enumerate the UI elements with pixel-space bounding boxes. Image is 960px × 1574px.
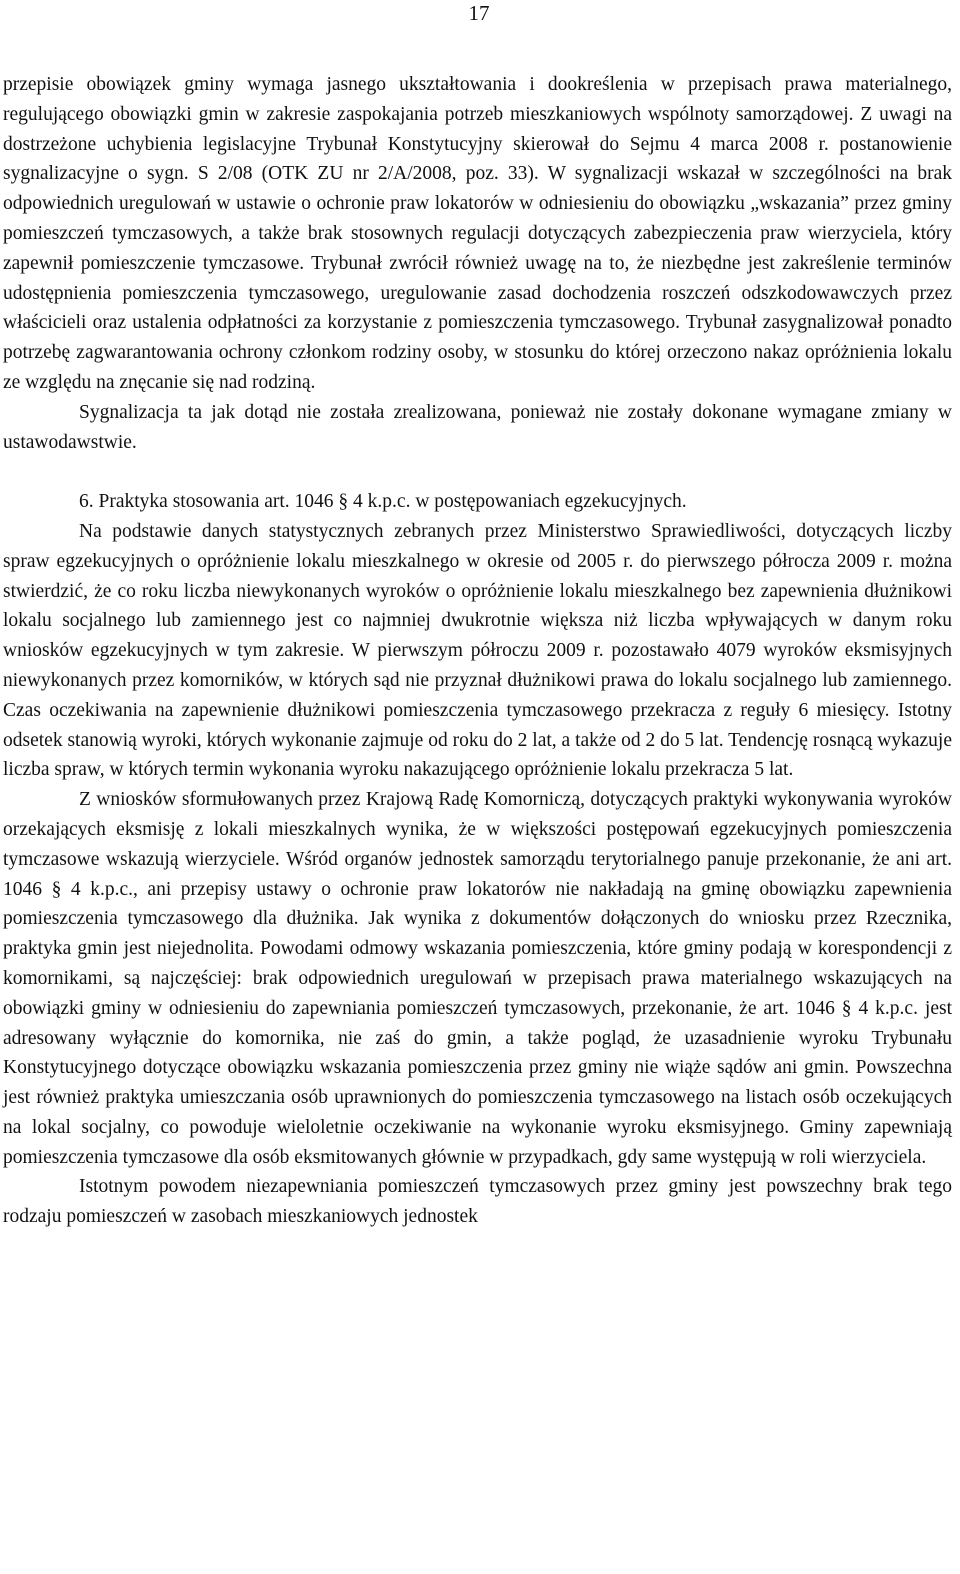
paragraph-bailiffs-council: Z wniosków sformułowanych przez Krajową Radę Komorniczą, dotyczących praktyki wykonywania wyroków orzekających eksmisję z lokali mieszkalnych wynika, że w większości postępowań egzekucyjnych pomieszczenia tymczasowe wskazują wierzyciele. Wśród organów jednostek samorządu terytorialnego panuje przekonanie, że ani art. 1046 § 4 k.p.c., ani przepisy ustawy o ochronie praw lokatorów nie nakładają na gminę obowiązku zapewnienia pomieszczenia tymczasowego dla dłużnika. Jak wynika z dokumentów dołączonych do wniosku przez Rzecznika, praktyka gmin jest niejednolita. Powodami odmowy wskazania pomieszczenia, które gminy podają w korespondencji z komornikami, są najczęściej: brak odpowiednich uregulowań w przepisach prawa materialnego wskazujących na obowiązki gminy w odniesieniu do zapewniania pomieszczeń tymczasowych, przekonanie, że art. 1046 § 4 k.p.c. jest adresowany wyłącznie do komornika, nie zaś do gmin, a także pogląd, że uzasadnienie wyroku Trybunału Konstytucyjnego dotyczące obowiązku wskazania pomieszczenia przez gminy nie wiąże sądów ani gmin. Powszechna jest również praktyka umieszczania osób uprawnionych do pomieszczenia tymczasowego na listach osób oczekujących na lokal socjalny, co powoduje wieloletnie oczekiwanie na wykonanie wyroku eksmisyjnego. Gminy zapewniają pomieszczenia tymczasowe dla osób eksmitowanych głównie w przypadkach, gdy same występują w roli wierzyciela.: [3, 789, 952, 1168]
paragraph-main-reason: Istotnym powodem niezapewniania pomieszczeń tymczasowych przez gminy jest powszechny brak tego rodzaju pomieszczeń w zasobach mieszkaniowych jednostek: [3, 1176, 952, 1228]
document-body: [3, 70, 952, 1232]
paragraph-statistics: Na podstawie danych statystycznych zebranych przez Ministerstwo Sprawiedliwości, dotyczących liczby spraw egzekucyjnych o opróżnienie lokalu mieszkalnego w okresie od 2005 r. do pierwszego półrocza 2009 r. można stwierdzić, że co roku liczba niewykonanych wyroków o opróżnienie lokalu mieszkalnego bez zapewnienia dłużnikowi lokalu socjalnego lub zamiennego jest co najmniej dwukrotnie większa niż liczba wpływających w danym roku wniosków egzekucyjnych w tym zakresie. W pierwszym półroczu 2009 r. pozostawało 4079 wyroków eksmisyjnych niewykonanych przez komorników, w których sąd nie przyznał dłużnikowi prawa do lokalu socjalnego lub zamiennego. Czas oczekiwania na zapewnienie dłużnikowi pomieszczenia tymczasowego przekracza z reguły 6 miesięcy. Istotny odsetek stanowią wyroki, których wykonanie zajmuje od roku do 2 lat, a także od 2 do 5 lat. Tendencję rosnącą wykazuje liczba spraw, w których termin wykonania wyroku nakazującego opróżnienie lokalu przekracza 5 lat.: [3, 520, 952, 781]
paragraph-signalization-status: Sygnalizacja ta jak dotąd nie została zrealizowana, ponieważ nie zostały dokonane wymagane zmiany w ustawodawstwie.: [3, 401, 952, 453]
page-number: 17: [468, 1, 490, 25]
section-heading: 6. Praktyka stosowania art. 1046 § 4 k.p.c. w postępowaniach egzekucyjnych.: [79, 491, 687, 513]
paragraph-tribunal-signalization: przepisie obowiązek gminy wymaga jasnego ukształtowania i dookreślenia w przepisach prawa materialnego, regulującego obowiązki gmin w zakresie zaspokajania potrzeb mieszkaniowych wspólnoty samorządowej. Z uwagi na dostrzeżone uchybienia legislacyjne Trybunał Konstytucyjny skierował do Sejmu 4 marca 2008 r. postanowienie sygnalizacyjne o sygn. S 2/08 (OTK ZU nr 2/A/2008, poz. 33). W sygnalizacji wskazał w szczególności na brak odpowiednich uregulowań w ustawie o ochronie praw lokatorów w odniesieniu do obowiązku „wskazania” przez gminy pomieszczeń tymczasowych, a także brak stosownych regulacji dotyczących zabezpieczenia praw wierzyciela, który zapewnił pomieszczenie tymczasowe. Trybunał zwrócił również uwagę na to, że niezbędne jest zakreślenie terminów udostępnienia pomieszczenia tymczasowego, uregulowanie zasad dochodzenia roszczeń odszkodowawczych przez właścicieli oraz ustalenia odpłatności za korzystanie z pomieszczenia tymczasowego. Trybunał zasygnalizował ponadto potrzebę zagwarantowania ochrony członkom rodziny osoby, w stosunku do której orzeczono nakaz opróżnienia lokalu ze względu na znęcanie się nad rodziną.: [3, 74, 952, 393]
